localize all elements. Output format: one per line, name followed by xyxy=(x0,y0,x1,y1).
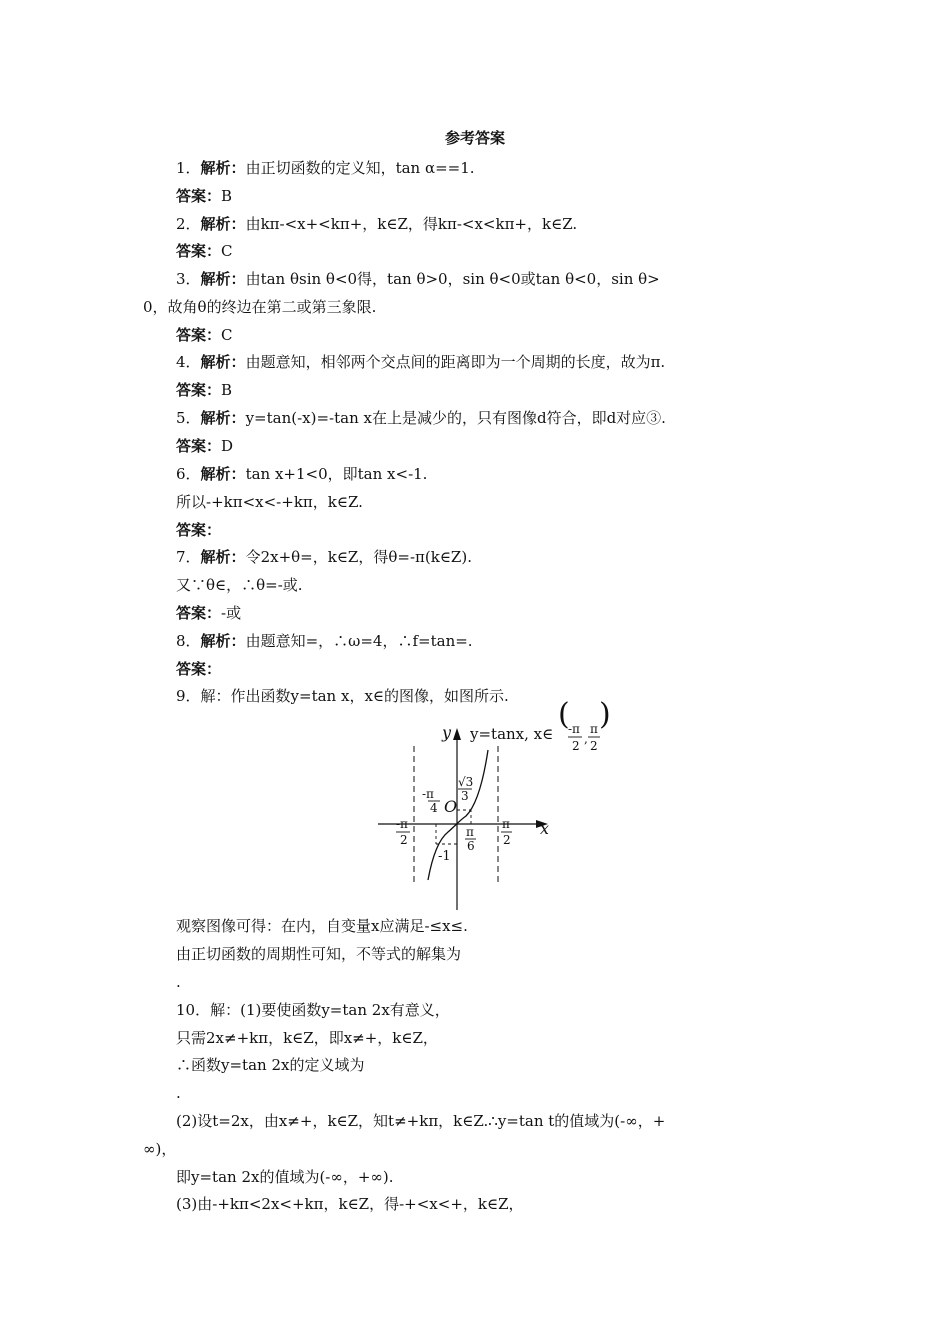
answer-label: 答案： xyxy=(176,604,222,622)
answer-7-analysis xyxy=(176,547,472,567)
y-axis-arrow xyxy=(453,728,461,740)
analysis-text: 由kπ-<x+<kπ+，k∈Z，得kπ-<x<kπ+，k∈Z. xyxy=(245,215,578,233)
interval-comma: , xyxy=(584,732,588,746)
answer-4-key xyxy=(176,380,232,400)
item-number: 4． xyxy=(176,353,201,371)
analysis-text: 由题意知=，∴ω=4，∴f=tan=. xyxy=(245,632,473,650)
curve-label: y=tanx, x∈ xyxy=(470,725,554,743)
item-number: 5． xyxy=(176,409,201,427)
analysis-label: 解析： xyxy=(200,409,246,427)
answer-3-key xyxy=(176,325,233,345)
neg-pi-2-den: 2 xyxy=(400,833,408,847)
item-number: 2． xyxy=(176,215,201,233)
answer-2-key xyxy=(176,241,233,261)
item-number: 3． xyxy=(176,270,201,288)
answer-text: D xyxy=(221,437,234,455)
answer-8-analysis xyxy=(176,631,473,651)
analysis-label: 解析： xyxy=(200,159,246,177)
neg-one-label: -1 xyxy=(438,849,451,864)
answer-label: 答案： xyxy=(176,187,222,205)
answer-label: 答案： xyxy=(176,326,222,344)
answer-text: -或 xyxy=(221,604,242,622)
answer-3-analysis xyxy=(176,269,660,289)
analysis-text: 令2x+θ=，k∈Z，得θ=-π(k∈Z). xyxy=(245,548,472,566)
item-number: 1． xyxy=(176,159,201,177)
pi-2-den: 2 xyxy=(503,833,511,847)
answer-10-part2-range: 即y=tan 2x的值域为(-∞，+∞). xyxy=(176,1168,394,1186)
interval-right-den: 2 xyxy=(590,739,598,753)
pi-6-num: π xyxy=(466,825,474,839)
answer-8-key xyxy=(176,659,221,679)
sqrt3-3-num: √3 xyxy=(458,775,474,789)
answer-text: B xyxy=(221,381,233,399)
answer-10-part1-condition: 只需2x≠+kπ，k∈Z，即x≠+，k∈Z， xyxy=(176,1029,438,1047)
answer-9-observation: 观察图像可得：在内，自变量x应满足-≤x≤. xyxy=(176,917,468,935)
analysis-text: tan x+1<0，即tan x<-1. xyxy=(245,465,428,483)
answer-label: 答案： xyxy=(176,437,222,455)
neg-pi-2-num: -π xyxy=(396,817,408,831)
answer-9-intro: 9．解：作出函数y=tan x，x∈的图像，如图所示. xyxy=(176,687,509,705)
answer-10-part1: 10．解：(1)要使函数y=tan 2x有意义， xyxy=(176,1001,450,1019)
answer-label: 答案： xyxy=(176,521,222,539)
neg-pi-4-num: -π xyxy=(422,787,434,801)
answer-10-part3: (3)由-+kπ<2x<+kπ，k∈Z，得-+<x<+，k∈Z， xyxy=(176,1195,524,1213)
paren-close: ) xyxy=(599,697,611,732)
tangent-curve xyxy=(428,750,488,880)
sqrt3-3-den: 3 xyxy=(461,789,469,803)
answer-1-key xyxy=(176,186,232,206)
analysis-text: 由正切函数的定义知，tan α==1. xyxy=(245,159,475,177)
item-number: 8． xyxy=(176,632,201,650)
pi-6-den: 6 xyxy=(467,839,475,853)
answer-text: C xyxy=(221,242,233,260)
analysis-label: 解析： xyxy=(200,270,246,288)
item-number: 6． xyxy=(176,465,201,483)
analysis-text: y=tan(-x)=-tan x在上是减少的，只有图像d符合，即d对应③. xyxy=(245,409,666,427)
neg-pi-4-den: 4 xyxy=(430,801,438,815)
analysis-label: 解析： xyxy=(200,548,246,566)
answer-7-continued: 又∵θ∈，∴θ=-或. xyxy=(176,576,303,594)
analysis-text: 由tan θsin θ<0得，tan θ>0，sin θ<0或tan θ<0，sin θ> xyxy=(245,270,660,288)
pi-2-num: π xyxy=(502,817,510,831)
y-axis-label: y xyxy=(442,723,452,742)
interval-left-num: -π xyxy=(568,722,580,736)
answer-1-analysis xyxy=(176,158,475,178)
answer-label: 答案： xyxy=(176,381,222,399)
analysis-label: 解析： xyxy=(200,465,246,483)
answer-7-key xyxy=(176,603,241,623)
answer-label: 答案： xyxy=(176,660,222,678)
analysis-label: 解析： xyxy=(200,215,246,233)
analysis-label: 解析： xyxy=(200,353,246,371)
answer-label: 答案： xyxy=(176,242,222,260)
item-number: 7． xyxy=(176,548,201,566)
tangent-graph xyxy=(372,697,612,912)
answer-9-solution-set: . xyxy=(176,973,181,991)
answer-10-part2: (2)设t=2x，由x≠+，k∈Z，知t≠+kπ，k∈Z.∴y=tan t的值域为(-∞，+ xyxy=(176,1112,666,1130)
analysis-label: 解析： xyxy=(200,632,246,650)
answer-6-key xyxy=(176,520,221,540)
x-axis-label: x xyxy=(540,819,550,838)
answer-6-continued: 所以-+kπ<x<-+kπ，k∈Z. xyxy=(176,493,363,511)
answer-10-part2-continued: ∞)， xyxy=(143,1140,177,1158)
answer-text: B xyxy=(221,187,233,205)
answer-3-continued: 0，故角θ的终边在第二或第三象限. xyxy=(143,298,377,316)
analysis-text: 由题意知，相邻两个交点间的距离即为一个周期的长度，故为π. xyxy=(245,353,666,371)
answer-9-periodicity: 由正切函数的周期性可知，不等式的解集为 xyxy=(176,945,462,963)
answer-10-part1-domain-set: . xyxy=(176,1084,181,1102)
answer-5-analysis xyxy=(176,408,666,428)
interval-right-num: π xyxy=(590,722,598,736)
origin-label: O xyxy=(444,797,458,816)
paren-open: ( xyxy=(558,697,570,732)
answer-4-analysis xyxy=(176,352,665,372)
answer-5-key xyxy=(176,436,233,456)
answer-2-analysis xyxy=(176,214,577,234)
interval-left-den: 2 xyxy=(572,739,580,753)
answer-6-analysis xyxy=(176,464,427,484)
answer-text: C xyxy=(221,326,233,344)
page-title: 参考答案 xyxy=(444,129,505,147)
answer-10-part1-domain: ∴函数y=tan 2x的定义域为 xyxy=(176,1056,365,1074)
